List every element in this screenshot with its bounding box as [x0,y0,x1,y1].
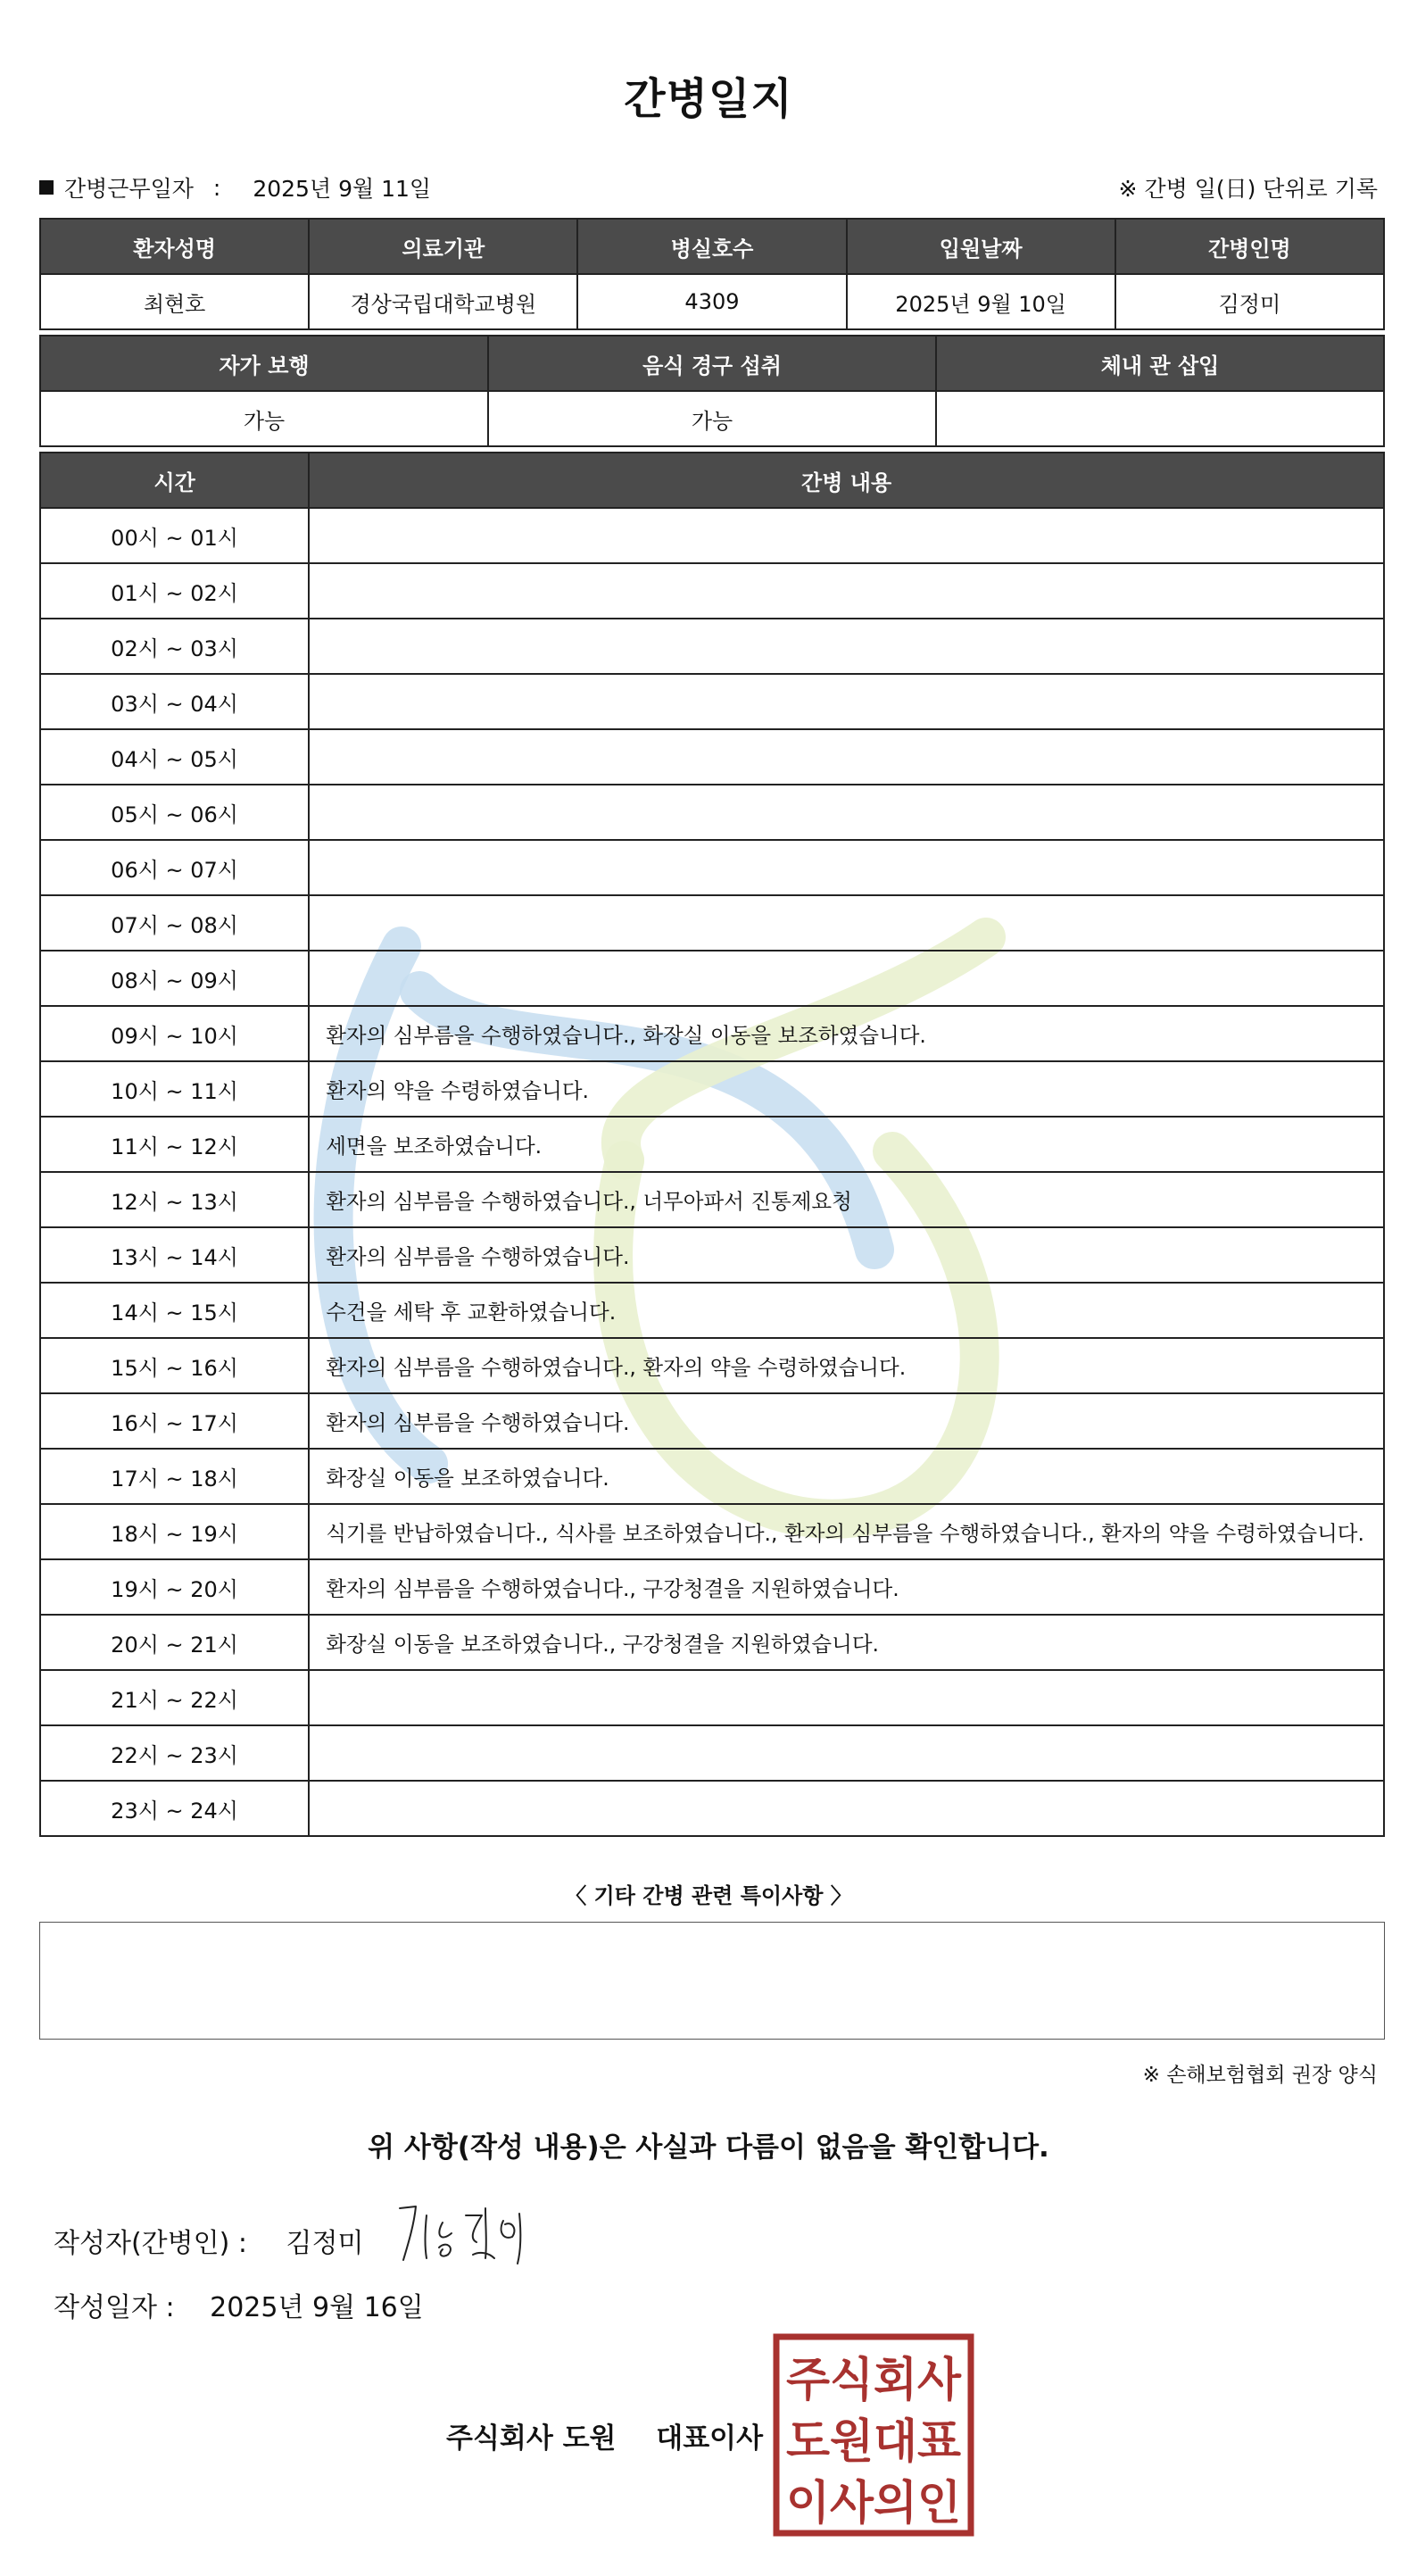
admission-date: 2025년 9월 10일 [847,274,1115,329]
work-date-separator: : [212,174,221,201]
table-row [40,1504,1384,1559]
header-institution: 의료기관 [309,219,577,274]
time-cell: 22시 ~ 23시 [40,1725,309,1781]
care-content-cell [309,674,1384,729]
time-cell: 08시 ~ 09시 [40,951,309,1006]
time-cell: 04시 ~ 05시 [40,729,309,785]
table-row [40,563,1384,619]
table-row [40,1725,1384,1781]
care-content-cell [309,1670,1384,1725]
table-row [40,785,1384,840]
table-row [40,1061,1384,1117]
tube-insertion-value [936,391,1384,446]
room-number: 4309 [577,274,846,329]
header-admission-date: 입원날짜 [847,219,1115,274]
time-cell: 03시 ~ 04시 [40,674,309,729]
header-self-walking: 자가 보행 [40,336,488,391]
time-cell: 15시 ~ 16시 [40,1338,309,1393]
time-cell: 06시 ~ 07시 [40,840,309,895]
table-row [40,1393,1384,1449]
seal-line-3: 이사의인 [786,2477,961,2530]
care-content-cell [309,508,1384,563]
table-row [40,1338,1384,1393]
time-cell: 11시 ~ 12시 [40,1117,309,1172]
company-seal [773,2333,974,2537]
care-content-cell: 환자의 심부름을 수행하였습니다., 화장실 이동을 보조하였습니다. [309,1006,1384,1061]
time-cell: 20시 ~ 21시 [40,1615,309,1670]
time-cell: 07시 ~ 08시 [40,895,309,951]
table-row [40,619,1384,674]
care-content-cell [309,619,1384,674]
care-content-cell: 화장실 이동을 보조하였습니다. [309,1449,1384,1504]
handwritten-signature [384,2189,562,2278]
header-care-content: 간병 내용 [309,453,1384,508]
care-content-cell: 환자의 심부름을 수행하였습니다., 구강청결을 지원하였습니다. [309,1559,1384,1615]
company-line [446,2415,763,2456]
time-cell: 01시 ~ 02시 [40,563,309,619]
caregiver-name: 김정미 [1115,274,1384,329]
remarks-heading: 〈 기타 간병 관련 특이사항 〉 [565,1883,852,1908]
table-row [40,1283,1384,1338]
care-content-cell [309,951,1384,1006]
seal-line-1: 주식회사 [786,2354,962,2407]
time-cell: 17시 ~ 18시 [40,1449,309,1504]
patient-name: 최현호 [40,274,309,329]
write-date-line [54,2285,424,2324]
table-row [40,1615,1384,1670]
table-row [40,951,1384,1006]
remarks-box [39,1922,1385,2040]
writer-label: 작성자(간병인) : [54,2228,247,2259]
confirmation-statement: 위 사항(작성 내용)은 사실과 다름이 없음을 확인합니다. [368,2131,1049,2164]
seal-line-2: 도원대표 [786,2415,961,2469]
oral-intake-value: 가능 [488,391,936,446]
table-row [40,729,1384,785]
care-content-cell: 환자의 심부름을 수행하였습니다. [309,1227,1384,1283]
care-content-cell [309,1725,1384,1781]
care-content-cell: 세면을 보조하였습니다. [309,1117,1384,1172]
header-time: 시간 [40,453,309,508]
time-cell: 09시 ~ 10시 [40,1006,309,1061]
care-content-cell [309,729,1384,785]
care-content-cell [309,563,1384,619]
table-row [40,1117,1384,1172]
header-tube-insertion: 체내 관 삽입 [936,336,1384,391]
care-content-cell [309,895,1384,951]
time-cell: 16시 ~ 17시 [40,1393,309,1449]
header-caregiver-name: 간병인명 [1115,219,1384,274]
care-content-cell: 환자의 심부름을 수행하였습니다., 환자의 약을 수령하였습니다. [309,1338,1384,1393]
table-row [40,1172,1384,1227]
care-content-cell: 환자의 약을 수령하였습니다. [309,1061,1384,1117]
form-note: ※ 손해보험협회 권장 양식 [1142,2064,1378,2087]
table-row [40,1227,1384,1283]
time-cell: 14시 ~ 15시 [40,1283,309,1338]
time-cell: 23시 ~ 24시 [40,1781,309,1836]
table-row [40,674,1384,729]
writer-name: 김정미 [286,2228,364,2259]
document-title: 간병일지 [624,74,793,124]
write-date: 2025년 9월 16일 [210,2292,424,2323]
bullet-square-icon [39,180,54,195]
time-cell: 05시 ~ 06시 [40,785,309,840]
time-cell: 12시 ~ 13시 [40,1172,309,1227]
header-oral-intake: 음식 경구 섭취 [488,336,936,391]
table-row [40,840,1384,895]
care-content-cell: 화장실 이동을 보조하였습니다., 구강청결을 지원하였습니다. [309,1615,1384,1670]
time-cell: 21시 ~ 22시 [40,1670,309,1725]
care-schedule-table [39,452,1385,1837]
time-cell: 19시 ~ 20시 [40,1559,309,1615]
time-cell: 02시 ~ 03시 [40,619,309,674]
daily-note: ※ 간병 일(日) 단위로 기록 [1118,176,1378,202]
table-row [40,1449,1384,1504]
care-content-cell: 수건을 세탁 후 교환하였습니다. [309,1283,1384,1338]
time-cell: 18시 ~ 19시 [40,1504,309,1559]
header-patient-name: 환자성명 [40,219,309,274]
care-content-cell: 환자의 심부름을 수행하였습니다. [309,1393,1384,1449]
representative-title: 대표이사 [656,2422,764,2455]
table-row [40,1781,1384,1836]
institution: 경상국립대학교병원 [309,274,577,329]
care-content-cell [309,785,1384,840]
writer-line [54,2221,363,2260]
work-date-value: 2025년 9월 11일 [253,176,432,202]
care-content-cell: 식기를 반납하였습니다., 식사를 보조하였습니다., 환자의 심부름을 수행하였습니다., 환자의 약을 수령하였습니다. [309,1504,1384,1559]
header-room-number: 병실호수 [577,219,846,274]
time-cell: 10시 ~ 11시 [40,1061,309,1117]
write-date-label: 작성일자 : [54,2292,175,2323]
table-row [40,1559,1384,1615]
care-content-cell: 환자의 심부름을 수행하였습니다., 너무아파서 진통제요청 [309,1172,1384,1227]
time-cell: 13시 ~ 14시 [40,1227,309,1283]
patient-info-table [39,218,1385,330]
time-cell: 00시 ~ 01시 [40,508,309,563]
work-date-line [39,171,431,204]
table-row [40,1006,1384,1061]
self-walking-value: 가능 [40,391,488,446]
table-row [40,1670,1384,1725]
patient-status-table [39,335,1385,447]
work-date-label: 간병근무일자 [64,176,194,202]
table-row [40,508,1384,563]
company-name: 주식회사 도원 [446,2422,617,2455]
table-row [40,895,1384,951]
care-content-cell [309,1781,1384,1836]
care-content-cell [309,840,1384,895]
